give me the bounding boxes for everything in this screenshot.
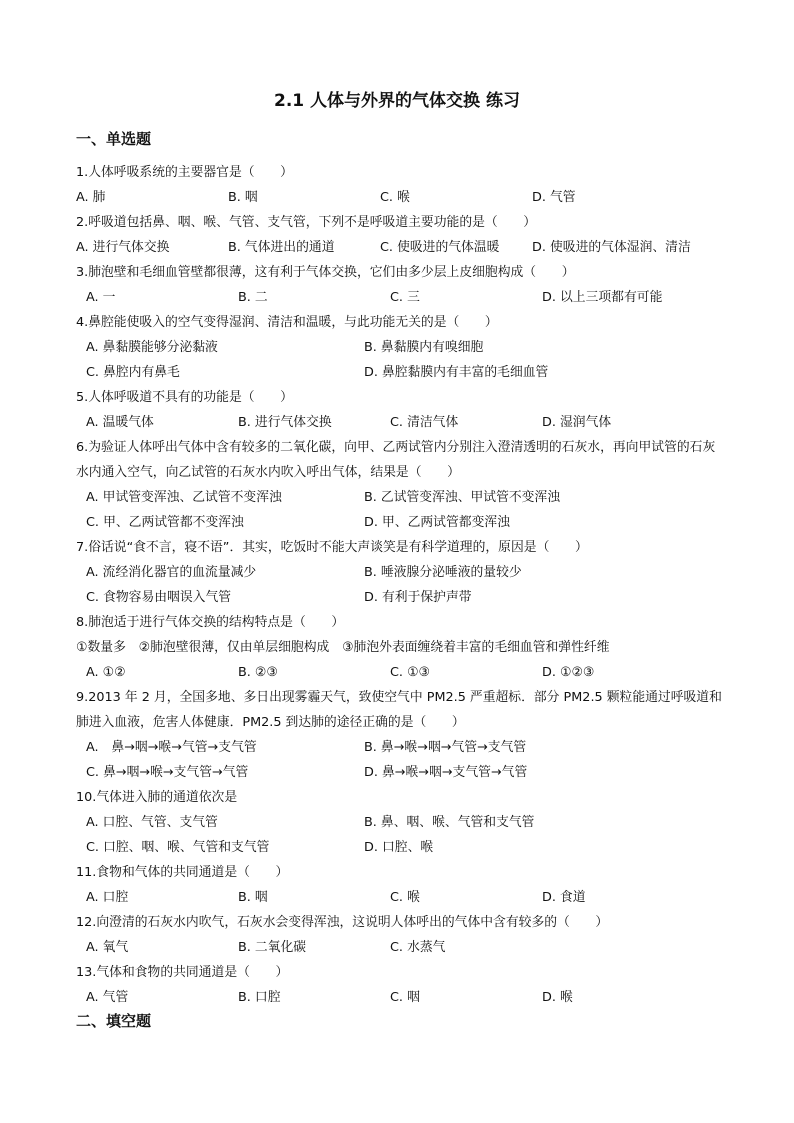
option-row — [76, 560, 726, 585]
question-item — [76, 860, 726, 910]
section-heading-single-choice: 一、单选题 — [76, 130, 152, 148]
question-stem: 2.呼吸道包括鼻、咽、喉、气管、支气管，下列不是呼吸道主要功能的是（ ） — [76, 215, 537, 230]
question-stem: 4.鼻腔能使吸入的空气变得湿润、清洁和温暖，与此功能无关的是（ ） — [76, 315, 498, 330]
option-row — [76, 735, 726, 760]
answer-option[interactable]: A. 温暖气体 — [86, 415, 154, 430]
answer-option[interactable]: D. 口腔、喉 — [364, 840, 434, 855]
answer-option[interactable]: A. 氧气 — [86, 940, 129, 955]
option-row — [76, 410, 726, 435]
option-row — [76, 235, 726, 260]
option-row — [76, 935, 726, 960]
answer-option[interactable]: A. 口腔、气管、支气管 — [86, 815, 218, 830]
option-row — [76, 485, 726, 510]
question-item — [76, 260, 726, 310]
answer-option[interactable]: D. 鼻→喉→咽→支气管→气管 — [364, 765, 528, 780]
option-row — [76, 360, 726, 385]
answer-option[interactable]: B. 鼻→喉→咽→气管→支气管 — [364, 740, 527, 755]
answer-option[interactable]: D. 以上三项都有可能 — [542, 290, 663, 305]
answer-option[interactable]: D. 食道 — [542, 890, 586, 905]
option-row — [76, 810, 726, 835]
answer-option[interactable]: B. 鼻、咽、喉、气管和支气管 — [364, 815, 535, 830]
option-row — [76, 335, 726, 360]
question-item — [76, 685, 726, 785]
question-item — [76, 785, 726, 860]
question-stem: 9.2013 年 2 月，全国多地、多日出现雾霾天气，致使空气中 PM2.5 严重超标．部分 PM2.5 颗粒能通过呼吸道和肺进入血液，危害人体健康．PM2.5 到达肺的途径正确的是（ ） — [76, 690, 722, 730]
question-item — [76, 535, 726, 610]
answer-option[interactable]: C. 喉 — [390, 890, 420, 905]
answer-option[interactable]: A. 甲试管变浑浊、乙试管不变浑浊 — [86, 490, 282, 505]
answer-option[interactable]: A. 进行气体交换 — [76, 240, 170, 255]
answer-option[interactable]: B. 乙试管变浑浊、甲试管不变浑浊 — [364, 490, 561, 505]
answer-option[interactable]: C. ①③ — [390, 665, 431, 680]
question-item — [76, 210, 726, 260]
question-stem: 13.气体和食物的共同通道是（ ） — [76, 965, 289, 980]
answer-option[interactable]: D. 喉 — [542, 990, 573, 1005]
question-stem: 8.肺泡适于进行气体交换的结构特点是（ ） — [76, 615, 345, 630]
answer-option[interactable]: A. 一 — [86, 290, 116, 305]
answer-option[interactable]: B. 咽 — [238, 890, 268, 905]
answer-option[interactable]: C. 三 — [390, 290, 420, 305]
answer-option[interactable]: A. 口腔 — [86, 890, 129, 905]
answer-option[interactable]: C. 咽 — [390, 990, 420, 1005]
option-row — [76, 585, 726, 610]
answer-option[interactable]: A. 流经消化器官的血流量减少 — [86, 565, 257, 580]
answer-option[interactable]: B. 气体进出的通道 — [228, 240, 335, 255]
answer-option[interactable]: C. 口腔、咽、喉、气管和支气管 — [86, 840, 270, 855]
answer-option[interactable]: D. ①②③ — [542, 665, 595, 680]
question-item — [76, 960, 726, 1010]
answer-option[interactable]: C. 鼻腔内有鼻毛 — [86, 365, 180, 380]
answer-option[interactable]: D. 使吸进的气体湿润、清洁 — [532, 240, 691, 255]
answer-option[interactable]: D. 有利于保护声带 — [364, 590, 472, 605]
answer-option[interactable]: D. 鼻腔黏膜内有丰富的毛细血管 — [364, 365, 549, 380]
answer-option[interactable]: B. 口腔 — [238, 990, 281, 1005]
question-stem: 11.食物和气体的共同通道是（ ） — [76, 865, 289, 880]
answer-option[interactable]: B. 鼻黏膜内有嗅细胞 — [364, 340, 484, 355]
answer-option[interactable]: C. 鼻→咽→喉→支气管→气管 — [86, 765, 249, 780]
answer-option[interactable]: C. 食物容易由咽误入气管 — [86, 590, 232, 605]
answer-option[interactable]: B. 二 — [238, 290, 268, 305]
answer-option[interactable]: A. ①② — [86, 665, 126, 680]
option-row — [76, 835, 726, 860]
question-stem: 1.人体呼吸系统的主要器官是（ ） — [76, 165, 293, 180]
question-stem: 5.人体呼吸道不具有的功能是（ ） — [76, 390, 293, 405]
answer-option[interactable]: C. 喉 — [380, 190, 410, 205]
option-row — [76, 885, 726, 910]
question-stem: 6.为验证人体呼出气体中含有较多的二氧化碳，向甲、乙两试管内分别注入澄清透明的石灰水，再向甲试管的石灰水内通入空气，向乙试管的石灰水内吹入呼出气体，结果是（ ） — [76, 440, 716, 480]
option-row — [76, 660, 726, 685]
question-item — [76, 310, 726, 385]
question-item — [76, 610, 726, 685]
answer-option[interactable]: C. 甲、乙两试管都不变浑浊 — [86, 515, 244, 530]
question-stem: 10.气体进入肺的通道依次是 — [76, 790, 238, 805]
answer-option[interactable]: A. 气管 — [86, 990, 129, 1005]
answer-option[interactable]: B. 进行气体交换 — [238, 415, 332, 430]
section-heading-fill-blank: 二、填空题 — [76, 1012, 152, 1030]
answer-option[interactable]: B. ②③ — [238, 665, 278, 680]
question-list — [76, 160, 726, 1010]
option-row — [76, 985, 726, 1010]
question-item — [76, 160, 726, 210]
question-stem: 12.向澄清的石灰水内吹气，石灰水会变得浑浊，这说明人体呼出的气体中含有较多的（ ） — [76, 915, 609, 930]
answer-option[interactable]: D. 气管 — [532, 190, 576, 205]
option-row — [76, 510, 726, 535]
answer-option[interactable]: A. 鼻黏膜能够分泌黏液 — [86, 340, 218, 355]
option-row — [76, 285, 726, 310]
question-item — [76, 385, 726, 435]
option-row — [76, 760, 726, 785]
question-stem: 7.俗话说“食不言，寝不语”．其实，吃饭时不能大声谈笑是有科学道理的，原因是（ ） — [76, 540, 588, 555]
answer-option[interactable]: A. 鼻→咽→喉→气管→支气管 — [86, 740, 257, 755]
answer-option[interactable]: D. 甲、乙两试管都变浑浊 — [364, 515, 510, 530]
question-item — [76, 435, 726, 535]
answer-option[interactable]: C. 使吸进的气体温暖 — [380, 240, 500, 255]
answer-option[interactable]: C. 水蒸气 — [390, 940, 446, 955]
question-item — [76, 910, 726, 960]
answer-option[interactable]: A. 肺 — [76, 190, 106, 205]
answer-option[interactable]: C. 清洁气体 — [390, 415, 459, 430]
answer-option[interactable]: B. 二氧化碳 — [238, 940, 307, 955]
page-title: 2.1 人体与外界的气体交换 练习 — [274, 91, 520, 111]
question-stem: 3.肺泡壁和毛细血管壁都很薄，这有利于气体交换，它们由多少层上皮细胞构成（ ） — [76, 265, 575, 280]
option-row — [76, 185, 726, 210]
answer-option[interactable]: B. 咽 — [228, 190, 258, 205]
answer-option[interactable]: D. 湿润气体 — [542, 415, 612, 430]
question-note: ①数量多 ②肺泡壁很薄，仅由单层细胞构成 ③肺泡外表面缠绕着丰富的毛细血管和弹性纤维 — [76, 640, 610, 655]
answer-option[interactable]: B. 唾液腺分泌唾液的量较少 — [364, 565, 522, 580]
